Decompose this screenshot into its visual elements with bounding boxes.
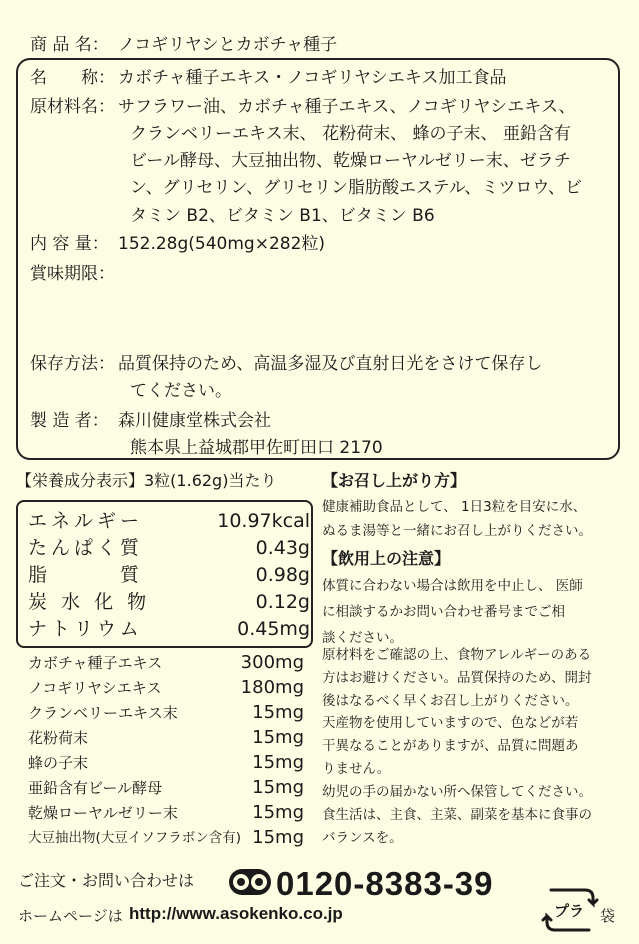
caution-line: 原材料をご確認の上、食物アレルギーのある (322, 647, 592, 663)
ingredient-amount: 15mg (252, 827, 304, 848)
ingredient-amount: 15mg (252, 802, 304, 823)
freedial-icon (228, 868, 272, 896)
caution-line: 幼児の手の届かない所へ保管してください。 (322, 784, 592, 800)
nutrition-row (28, 508, 310, 534)
ingredients-line: サフラワー油、カボチャ種子エキス、ノコギリヤシエキス、 (118, 97, 576, 117)
product-info-box (16, 58, 620, 460)
ingredient-name: カボチャ種子エキス (28, 654, 163, 672)
ingredient-amount: 15mg (252, 777, 304, 798)
maker-label: 製 造 者： (30, 411, 109, 431)
ingredients-line: クランベリーエキス末、 花粉荷末、 蜂の子末、 亜鉛含有 (130, 124, 571, 144)
ingredient-name: 乾燥ローヤルゼリー末 (28, 804, 178, 822)
ingredient-row (28, 727, 308, 749)
ingredient-amount: 300mg (240, 652, 304, 673)
content-value: 152.28g(540mg×282粒) (118, 234, 326, 254)
ingredients-line: ビール酵母、大豆抽出物、乾燥ローヤルゼリー末、ゼラチ (130, 151, 571, 171)
nutrient-name: ナトリウム (28, 618, 143, 640)
phone-number: 0120-8383-39 (276, 865, 494, 902)
ingredient-row (28, 702, 308, 724)
nutrition-row (28, 589, 310, 615)
ingredients-line: タミン B2、ビタミン B1、ビタミン B6 (130, 206, 435, 226)
caution-line: 方はお避けください。品質保持のため、開封 (322, 670, 592, 686)
content-label: 内 容 量： (30, 234, 109, 254)
nutrient-name: エネルギー (28, 510, 144, 532)
product-name-label: 商 品 名： (30, 35, 109, 55)
maker-line: 熊本県上益城郡甲佐町田口 2170 (130, 438, 383, 458)
ingredient-amount: 15mg (252, 752, 304, 773)
recycle-mark-text: プラ (554, 902, 585, 920)
ingredient-name: 亜鉛含有ビール酵母 (28, 779, 163, 797)
product-name-value: ノコギリヤシとカボチャ種子 (118, 35, 338, 55)
nutrition-heading: 【栄養成分表示】3粒(1.62g)当たり (16, 471, 277, 490)
caution-line: 後はなるべく早くお召し上がりください。 (322, 693, 579, 709)
ingredient-amount: 15mg (252, 702, 304, 723)
caution-line: 体質に合わない場合は飲用を中止し、 医師 (322, 578, 583, 594)
nutrition-row (28, 535, 310, 561)
nutrition-table (16, 500, 313, 648)
nutrition-row (28, 616, 310, 642)
storage-line: てください。 (130, 381, 232, 401)
nutrient-value: 0.45mg (237, 618, 310, 640)
storage-line: 品質保持のため、高温多湿及び直射日光をさけて保存し (118, 354, 543, 374)
nutrient-value: 0.43g (255, 537, 310, 559)
homepage-url[interactable]: http://www.asokenko.co.jp (129, 904, 343, 923)
caution-line: 食生活は、主食、主菜、副菜を基本に食事の (322, 807, 592, 823)
ingredient-row (28, 752, 308, 774)
ingredient-name: 蜂の子末 (28, 754, 89, 772)
nutrient-value: 0.98g (255, 564, 310, 586)
ingredients-line: ン、グリセリン、グリセリン脂肪酸エステル、ミツロウ、ビ (130, 178, 583, 198)
nutrient-name: 脂 質 (28, 564, 144, 586)
ingredient-amount: 180mg (240, 677, 304, 698)
ingredient-row (28, 652, 308, 674)
caution-line: りません。 (322, 761, 391, 777)
caution-line: 談ください。 (322, 630, 403, 646)
nutrition-row (28, 562, 310, 588)
nutrient-name: 炭 水 化 物 (28, 591, 151, 613)
ingredient-row (28, 802, 308, 824)
ingredient-name: クランベリーエキス末 (28, 704, 178, 722)
ingredient-amount: 15mg (252, 727, 304, 748)
usage-heading: 【お召し上がり方】 (322, 471, 467, 490)
caution-line: に相談するかお問い合わせ番号までご相 (322, 604, 565, 620)
usage-line: 健康補助食品として、 1日3粒を目安に水、 (322, 499, 587, 515)
usage-line: ぬるま湯等と一緒にお召し上がりください。 (322, 523, 592, 539)
caution-line: バランスを。 (322, 830, 403, 846)
ingredient-row (28, 777, 308, 799)
caution-line: 天産物を使用していますので、色などが若 (322, 715, 579, 731)
ingredient-name: 大豆抽出物(大豆イソフラボン含有) (28, 830, 242, 846)
nutrient-value: 10.97kcal (217, 510, 310, 532)
nutrient-value: 0.12g (255, 591, 310, 613)
recycle-suffix: 袋 (600, 907, 616, 925)
nutrient-name: たんぱく質 (28, 537, 144, 559)
caution-line: 干異なることがありますが、品質に問題あ (322, 738, 579, 754)
ingredient-row (28, 677, 308, 699)
maker-line: 森川健康堂株式会社 (118, 411, 271, 431)
ingredients-label: 原材料名： (30, 97, 115, 117)
ingredient-name: 花粉荷末 (28, 729, 89, 747)
homepage-label: ホームページは (18, 907, 123, 925)
name-value: カボチャ種子エキス・ノコギリヤシエキス加工食品 (118, 68, 507, 88)
ingredient-row (28, 827, 308, 849)
caution-heading: 【飲用上の注意】 (322, 549, 451, 568)
best-before-label: 賞味期限： (30, 264, 115, 284)
ingredient-name: ノコギリヤシエキス (28, 679, 162, 697)
name-label: 名 称： (30, 68, 115, 88)
contact-label: ご注文・お問い合わせは (18, 871, 195, 890)
storage-label: 保存方法： (30, 354, 115, 374)
